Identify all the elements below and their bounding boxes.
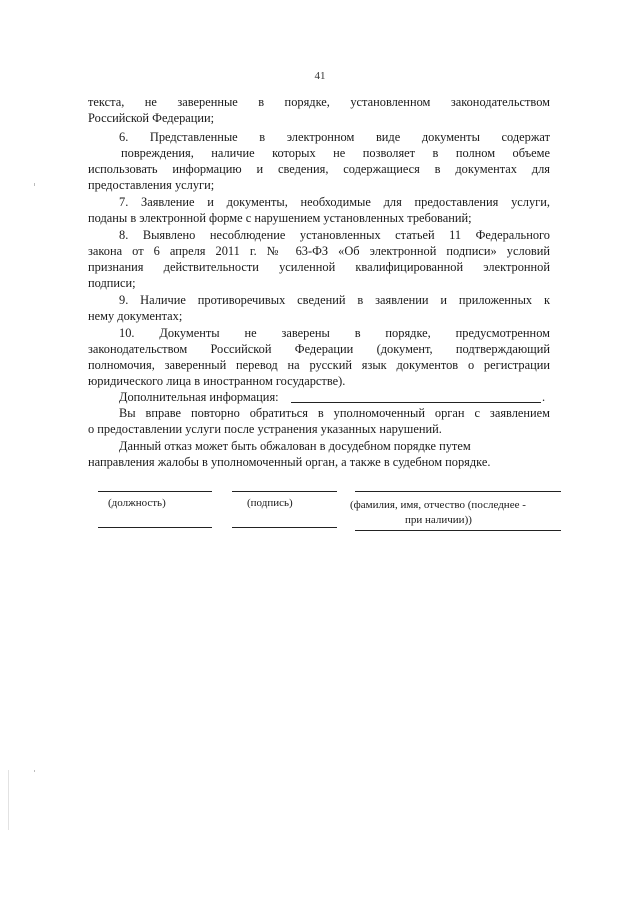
signature-bottom-rule — [232, 527, 337, 528]
additional-info-label: Дополнительная информация: — [119, 390, 279, 404]
signature-top-rule — [232, 491, 337, 492]
item-9-line: 9. Наличие противоречивых сведений в заявлении и приложенных к — [119, 293, 550, 307]
text-line: текста, не заверенные в порядке, установленном законодательством — [88, 95, 550, 109]
text-line: Данный отказ может быть обжалован в досудебном порядке путем — [119, 439, 471, 453]
item-7-line: 7. Заявление и документы, необходимые для предоставления услуги, — [119, 195, 550, 209]
name-label-line2: при наличии)) — [405, 514, 472, 526]
text-line: Российской Федерации; — [88, 111, 215, 125]
text-line: о предоставлении услуги после устранения указанных нарушений. — [88, 422, 442, 436]
text-line: Вы вправе повторно обратиться в уполномоченный орган с заявлением — [119, 406, 550, 420]
name-label-line1: (фамилия, имя, отчество (последнее - — [350, 499, 526, 511]
text-line: закона от 6 апреля 2011 г. № 63-ФЗ «Об электронной подписи» условий — [88, 244, 550, 258]
position-bottom-rule — [98, 527, 212, 528]
scan-mark — [34, 183, 35, 186]
text-line: поданы в электронной форме с нарушением установленных требований; — [88, 211, 472, 225]
name-bottom-rule — [355, 530, 561, 531]
additional-info-period: . — [542, 390, 546, 404]
text-line: направления жалобы в уполномоченный орган, а также в судебном порядке. — [88, 455, 491, 469]
text-line: полномочия, заверенный перевод на русский язык документов о регистрации — [88, 358, 550, 372]
text-line: нему документах; — [88, 309, 183, 323]
text-line: юридического лица в иностранном государстве). — [88, 374, 346, 388]
signature-label: (подпись) — [247, 497, 293, 509]
text-line: законодательством Российской Федерации (документ, подтверждающий — [88, 342, 550, 356]
position-label: (должность) — [108, 497, 166, 509]
text-line: признания действительности усиленной квалифицированной электронной — [88, 260, 550, 274]
additional-info-field — [291, 402, 541, 403]
item-8-line: 8. Выявлено несоблюдение установленных статьей 11 Федерального — [119, 228, 550, 242]
scan-mark — [34, 770, 35, 772]
text-line: предоставления услуги; — [88, 178, 215, 192]
page-number: 41 — [314, 70, 326, 82]
item-6-line: 6. Представленные в электронном виде документы содержат — [119, 130, 550, 144]
text-line: повреждения, наличие которых не позволяет в полном объеме — [121, 146, 550, 160]
position-top-rule — [98, 491, 212, 492]
text-line: использовать информацию и сведения, содержащиеся в документах для — [88, 162, 550, 176]
scan-mark — [8, 770, 9, 830]
name-top-rule — [355, 491, 561, 492]
text-line: подписи; — [88, 276, 136, 290]
item-10-line: 10. Документы не заверены в порядке, предусмотренном — [119, 326, 550, 340]
